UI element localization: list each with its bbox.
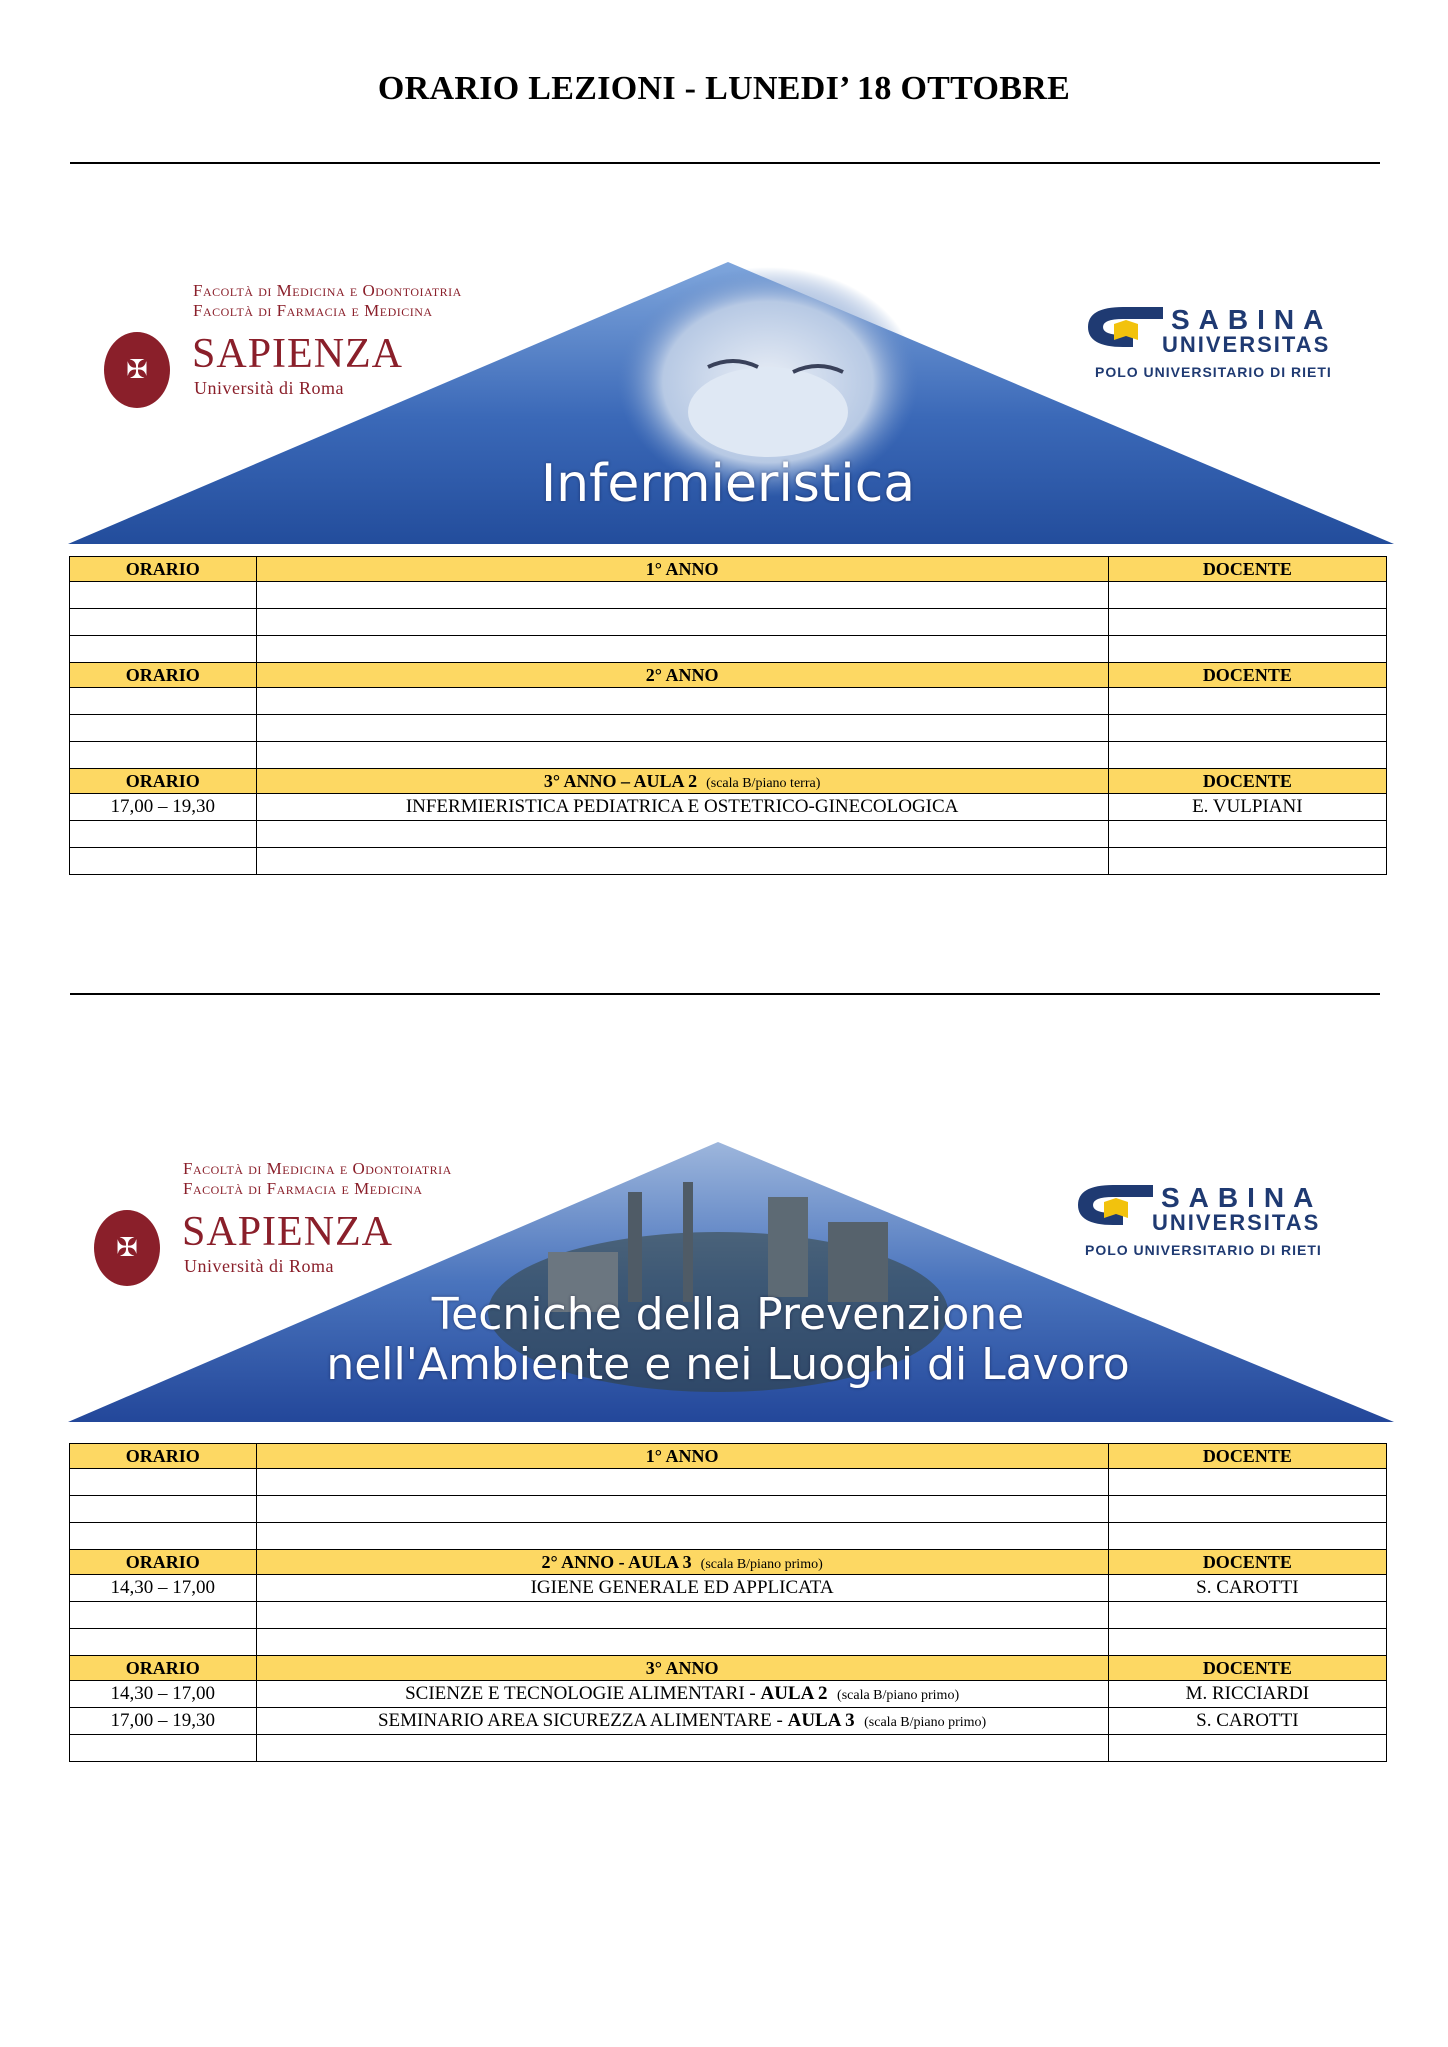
col-header-teacher: DOCENTE xyxy=(1108,769,1386,794)
sapienza-sub: Università di Roma xyxy=(194,378,344,398)
banner-tecniche-prevenzione xyxy=(68,1142,1394,1422)
table-header-row xyxy=(70,1656,1387,1681)
col-header-teacher: DOCENTE xyxy=(1108,1550,1386,1575)
table-row xyxy=(70,1469,1387,1496)
lesson-course: SEMINARIO AREA SICUREZZA ALIMENTARE - AULA 3 (scala B/piano primo) xyxy=(256,1708,1108,1735)
lesson-course: IGIENE GENERALE ED APPLICATA xyxy=(256,1575,1108,1602)
table-header-row xyxy=(70,769,1387,794)
col-header-time: ORARIO xyxy=(70,769,257,794)
table-row xyxy=(70,582,1387,609)
table-row xyxy=(70,1575,1387,1602)
lesson-time: 14,30 – 17,00 xyxy=(70,1681,257,1708)
col-header-teacher: DOCENTE xyxy=(1108,1444,1386,1469)
faculty-names: Facoltà di Medicina e Odontoiatria Facoltà di Farmacia e Medicina xyxy=(193,281,462,320)
faculty-names: Facoltà di Medicina e Odontoiatria Facoltà di Farmacia e Medicina xyxy=(183,1159,452,1198)
col-header-year: 1° ANNO xyxy=(256,557,1108,582)
col-header-year: 3° ANNO xyxy=(256,1656,1108,1681)
table-row xyxy=(70,821,1387,848)
table-row xyxy=(70,1602,1387,1629)
lesson-time: 17,00 – 19,30 xyxy=(70,794,257,821)
col-header-year: 2° ANNO - AULA 3 (scala B/piano primo) xyxy=(256,1550,1108,1575)
table-row xyxy=(70,688,1387,715)
sapienza-logo-text: SAPIENZA xyxy=(192,331,404,377)
table-row xyxy=(70,1496,1387,1523)
lesson-teacher: S. CAROTTI xyxy=(1108,1575,1386,1602)
col-header-time: ORARIO xyxy=(70,1656,257,1681)
lesson-teacher: M. RICCIARDI xyxy=(1108,1681,1386,1708)
lesson-course: SCIENZE E TECNOLOGIE ALIMENTARI - AULA 2 (scala B/piano primo) xyxy=(256,1681,1108,1708)
sapienza-seal-icon: ✠ xyxy=(104,332,170,408)
course-title-line1: Tecniche della Prevenzione xyxy=(431,1289,1025,1340)
col-header-year: 2° ANNO xyxy=(256,663,1108,688)
col-header-teacher: DOCENTE xyxy=(1108,557,1386,582)
course-title: Infermieristica xyxy=(540,454,916,514)
universitas-text: UNIVERSITAS xyxy=(1162,332,1331,357)
table-row xyxy=(70,1523,1387,1550)
table-row xyxy=(70,1708,1387,1735)
table-row xyxy=(70,636,1387,663)
col-header-teacher: DOCENTE xyxy=(1108,663,1386,688)
col-header-time: ORARIO xyxy=(70,1550,257,1575)
sabina-book-icon xyxy=(1068,1180,1154,1230)
table-header-row xyxy=(70,663,1387,688)
table-header-row xyxy=(70,557,1387,582)
sabina-logo-text: SABINA xyxy=(1161,1182,1323,1213)
table-row xyxy=(70,848,1387,875)
top-divider xyxy=(70,162,1380,164)
lesson-course: INFERMIERISTICA PEDIATRICA E OSTETRICO-GINECOLOGICA xyxy=(256,794,1108,821)
page-title: ORARIO LEZIONI - LUNEDI’ 18 OTTOBRE xyxy=(377,70,1071,107)
sapienza-seal-icon: ✠ xyxy=(94,1210,160,1286)
table-row xyxy=(70,1681,1387,1708)
table-header-row xyxy=(70,1444,1387,1469)
sapienza-logo-text: SAPIENZA xyxy=(182,1209,394,1255)
sabina-logo-text: SABINA xyxy=(1171,304,1333,335)
polo-text: POLO UNIVERSITARIO DI RIETI xyxy=(1095,364,1332,380)
course-title xyxy=(268,1290,1188,1390)
banner-infermieristica xyxy=(68,262,1394,544)
schedule-table-infermieristica xyxy=(69,556,1387,875)
middle-divider xyxy=(70,993,1380,995)
sabina-book-icon xyxy=(1078,302,1164,352)
table-row xyxy=(70,609,1387,636)
course-title-line2: nell'Ambiente e nei Luoghi di Lavoro xyxy=(326,1339,1130,1390)
col-header-time: ORARIO xyxy=(70,557,257,582)
lesson-teacher: S. CAROTTI xyxy=(1108,1708,1386,1735)
polo-text: POLO UNIVERSITARIO DI RIETI xyxy=(1085,1242,1322,1258)
table-row xyxy=(70,1735,1387,1762)
col-header-year: 1° ANNO xyxy=(256,1444,1108,1469)
col-header-year: 3° ANNO – AULA 2 (scala B/piano terra) xyxy=(256,769,1108,794)
table-header-row xyxy=(70,1550,1387,1575)
table-row xyxy=(70,715,1387,742)
schedule-table-tecniche-prevenzione xyxy=(69,1443,1387,1762)
table-row xyxy=(70,794,1387,821)
sapienza-sub: Università di Roma xyxy=(184,1256,334,1276)
table-row xyxy=(70,742,1387,769)
lesson-time: 17,00 – 19,30 xyxy=(70,1708,257,1735)
lesson-teacher: E. VULPIANI xyxy=(1108,794,1386,821)
universitas-text: UNIVERSITAS xyxy=(1152,1210,1321,1235)
col-header-time: ORARIO xyxy=(70,663,257,688)
col-header-time: ORARIO xyxy=(70,1444,257,1469)
table-row xyxy=(70,1629,1387,1656)
col-header-teacher: DOCENTE xyxy=(1108,1656,1386,1681)
lesson-time: 14,30 – 17,00 xyxy=(70,1575,257,1602)
